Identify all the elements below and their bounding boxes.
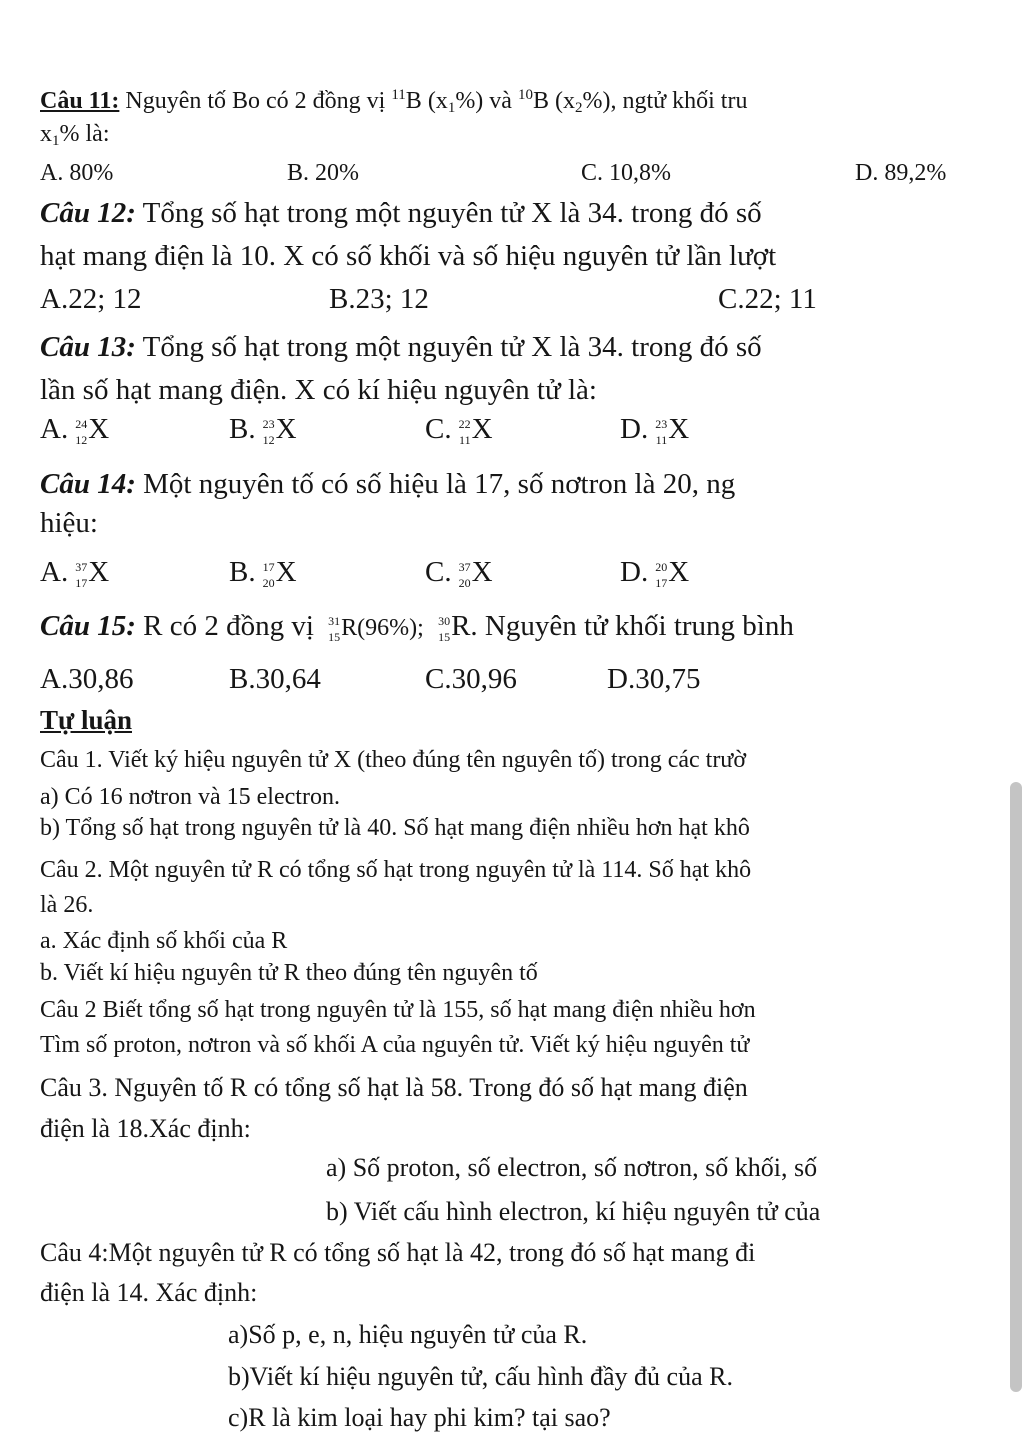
q11-option-b: B. 20% bbox=[287, 160, 359, 186]
essay-line: a) Có 16 nơtron và 15 electron. bbox=[40, 784, 340, 810]
q12-line2: hạt mang điện là 10. X có số khối và số hiệu nguyên tử lần lượt bbox=[40, 240, 777, 272]
q11-option-d: D. 89,2% bbox=[855, 160, 947, 186]
q11-line2: $x_1\%$ là: bbox=[40, 121, 110, 149]
essay-line: a) Số proton, số electron, số nơtron, số khối, số bbox=[326, 1153, 818, 1182]
essay-line: Câu 2. Một nguyên tử R có tổng số hạt trong nguyên tử là 114. Số hạt khô bbox=[40, 857, 752, 883]
essay-line: điện là 18.Xác định: bbox=[40, 1114, 251, 1143]
q14-c-isotope: 37 20 bbox=[458, 560, 471, 591]
q12-line1: Câu 12: Tổng số hạt trong một nguyên tử X là 34. trong đó số bbox=[40, 197, 762, 229]
q13-b-isotope: 23 12 bbox=[262, 417, 275, 448]
essay-line: b. Viết kí hiệu nguyên tử R theo đúng tên nguyên tố bbox=[40, 960, 538, 986]
q14-d-isotope: 20 17 bbox=[655, 560, 668, 591]
q14-b-isotope: 17 20 bbox=[262, 560, 275, 591]
q15-line1: Câu 15: R có 2 đồng vị 31 15 R(96%); 30 15 R. Nguyên tử khối trung bình bbox=[40, 610, 794, 645]
q12-option-b: B.23; 12 bbox=[329, 283, 429, 315]
essay-heading: Tự luận bbox=[40, 705, 132, 735]
q13-c-isotope: 22 11 bbox=[458, 417, 471, 448]
essay-line: b)Viết kí hiệu nguyên tử, cấu hình đầy đủ của R. bbox=[228, 1362, 733, 1391]
q13-line2: lần số hạt mang điện. X có kí hiệu nguyên tử là: bbox=[40, 374, 597, 406]
q12-option-a: A.22; 12 bbox=[40, 283, 142, 315]
q14-option-c: C. 37 20 X bbox=[425, 556, 493, 591]
essay-line: Tìm số proton, nơtron và số khối A của nguyên tử. Viết ký hiệu nguyên tử bbox=[40, 1032, 750, 1058]
essay-line: là 26. bbox=[40, 892, 94, 918]
scrollbar-thumb[interactable] bbox=[1010, 782, 1022, 1392]
essay-line: Câu 4:Một nguyên tử R có tổng số hạt là 42, trong đó số hạt mang đi bbox=[40, 1238, 756, 1267]
q15-isotope-1: 31 15 bbox=[328, 614, 341, 645]
essay-line: Câu 3. Nguyên tố R có tổng số hạt là 58. Trong đó số hạt mang điện bbox=[40, 1073, 748, 1102]
q13-option-b: B. 23 12 X bbox=[229, 413, 297, 448]
q15-option-d: D.30,75 bbox=[607, 663, 701, 695]
q13-line1: Câu 13: Tổng số hạt trong một nguyên tử X là 34. trong đó số bbox=[40, 331, 762, 363]
q13-label: Câu 13: bbox=[40, 331, 136, 363]
q15-option-c: C.30,96 bbox=[425, 663, 517, 695]
q13-option-d: D. 23 11 X bbox=[620, 413, 690, 448]
essay-line: a)Số p, e, n, hiệu nguyên tử của R. bbox=[228, 1320, 588, 1349]
q13-option-c: C. 22 11 X bbox=[425, 413, 493, 448]
q13-option-a: A. 24 12 X bbox=[40, 413, 110, 448]
q14-option-d: D. 20 17 X bbox=[620, 556, 690, 591]
q14-line1: Câu 14: Một nguyên tố có số hiệu là 17, số nơtron là 20, ng bbox=[40, 468, 736, 500]
essay-line: c)R là kim loại hay phi kim? tại sao? bbox=[228, 1403, 611, 1432]
q11-line1: Câu 11: Nguyên tố Bo có 2 đồng vị $^{11}$B $(x_1\%)$ và $^{10}$B $(x_2\%)$, ngtử khối tru bbox=[40, 87, 748, 116]
q13-d-isotope: 23 11 bbox=[655, 417, 668, 448]
essay-line: b) Tổng số hạt trong nguyên tử là 40. Số hạt mang điện nhiều hơn hạt khô bbox=[40, 815, 750, 841]
q15-label: Câu 15: bbox=[40, 610, 136, 642]
q14-option-b: B. 17 20 X bbox=[229, 556, 297, 591]
essay-line: a. Xác định số khối của R bbox=[40, 928, 288, 954]
q13-a-isotope: 24 12 bbox=[75, 417, 88, 448]
q15-option-a: A.30,86 bbox=[40, 663, 134, 695]
essay-line: Câu 2 Biết tổng số hạt trong nguyên tử là 155, số hạt mang điện nhiều hơn bbox=[40, 997, 756, 1023]
q12-option-c: C.22; 11 bbox=[718, 283, 817, 315]
q15-option-b: B.30,64 bbox=[229, 663, 321, 695]
essay-line: điện là 14. Xác định: bbox=[40, 1278, 258, 1307]
q15-isotope-2: 30 15 bbox=[438, 614, 451, 645]
q14-a-isotope: 37 17 bbox=[75, 560, 88, 591]
q12-label: Câu 12: bbox=[40, 197, 136, 229]
q14-line2: hiệu: bbox=[40, 507, 98, 539]
q14-option-a: A. 37 17 X bbox=[40, 556, 110, 591]
essay-line: Câu 1. Viết ký hiệu nguyên tử X (theo đúng tên nguyên tố) trong các trườ bbox=[40, 747, 747, 773]
essay-line: b) Viết cấu hình electron, kí hiệu nguyên tử của bbox=[326, 1197, 821, 1226]
q11-label: Câu 11: bbox=[40, 88, 120, 114]
q11-option-c: C. 10,8% bbox=[581, 160, 671, 186]
q14-label: Câu 14: bbox=[40, 468, 136, 500]
q11-option-a: A. 80% bbox=[40, 160, 114, 186]
